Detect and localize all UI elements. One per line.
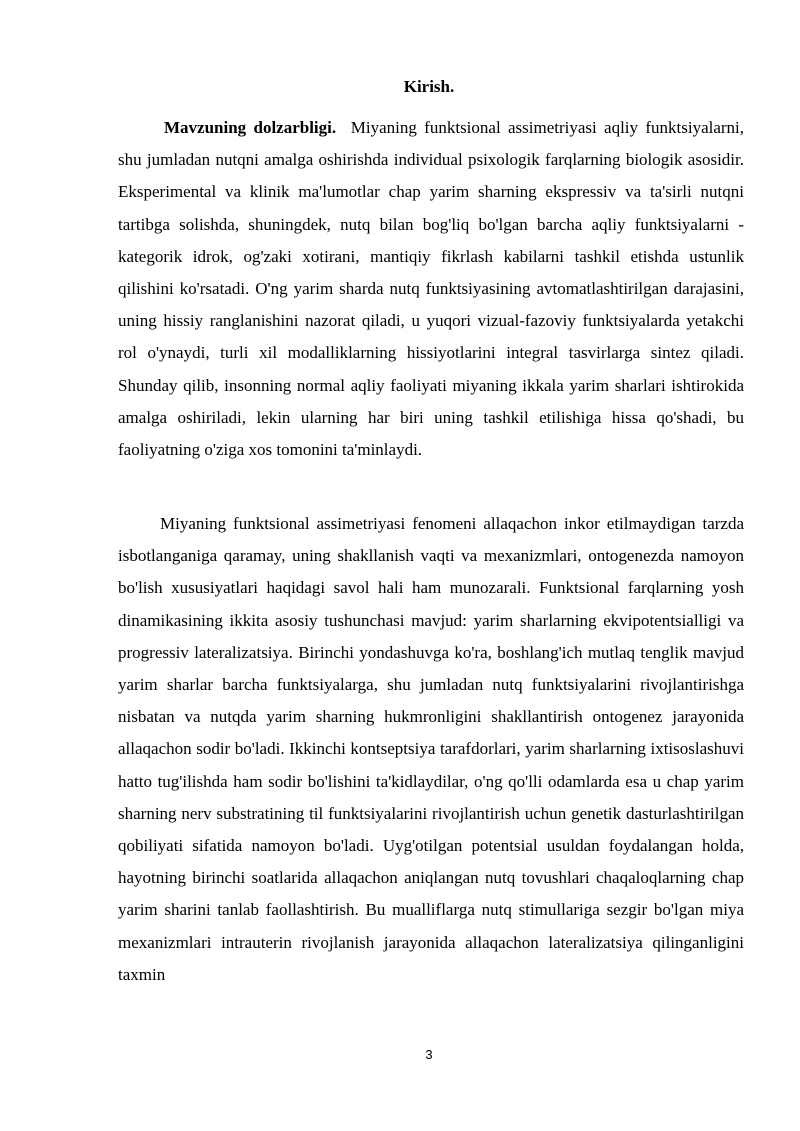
paragraph-1-body xyxy=(118,112,744,466)
paragraph-1 xyxy=(118,112,744,466)
paragraph-2-text: Miyaning funktsional assimetriyasi fenomeni allaqachon inkor etilmaydigan tarzda isbotlanganiga qaramay, uning shakllanish vaqti va mexanizmlari, ontogenezda namoyon bo'lish xususiyatlari haqidagi savol hali ham munozarali. Funktsional farqlarning yosh dinamikasining ikkita asosiy tushunchasi mavjud: yarim sharlarning ekvipotentsialligi va progressiv lateralizatsiya. Birinchi yondashuvga ko'ra, boshlang'ich mutlaq tenglik mavjud yarim sharlar barcha funktsiyalarga, shu jumladan nutq funktsiyalarini rivojlantirishga nisbatan va nutqda yarim sharning hukmronligini shakllantirish ontogenez jarayonida allaqachon sodir bo'ladi. Ikkinchi kontseptsiya tarafdorlari, yarim sharlarning ixtisoslashuvi hatto tug'ilishda ham sodir bo'lishini ta'kidlaydilar, o'ng qo'lli odamlarda esa u chap yarim sharning nerv substratining til funktsiyalarini rivojlantirish uchun genetik dasturlashtirilgan qobiliyati sifatida namoyon bo'ladi. Uyg'otilgan potentsial usuldan foydalangan holda, hayotning birinchi soatlarida allaqachon aniqlangan nutq tovushlari chaqaloqlarning chap yarim sharini tanlab faollashtirish. Bu mualliflarga nutq stimullariga sezgir bo'lgan miya mexanizmlari intrauterin rivojlanish jarayonida allaqachon lateralizatsiya qilinganligini taxmin xyxy=(118,514,744,984)
paragraph-1-text: Miyaning funktsional assimetriyasi aqliy funktsiyalarni, shu jumladan nutqni amalga oshirishda individual psixologik farqlarning biologik asosidir. Eksperimental va klinik ma'lumotlar chap yarim sharning ekspressiv va ta'sirli nutqni tartibga solishda, shuningdek, nutq bilan bog'liq bo'lgan barcha aqliy funktsiyalarni - kategorik idrok, og'zaki xotirani, mantiqiy fikrlash kabilarni tashkil etishda ustunlik qilishini ko'rsatadi. O'ng yarim sharda nutq funktsiyasining avtomatlashtirilgan darajasini, uning hissiy ranglanishini nazorat qiladi, u yuqori vizual-fazoviy funktsiyalarda yetakchi rol o'ynaydi, turli xil modalliklarning hissiyotlarini integral tasvirlarga sintez qiladi. Shunday qilib, insonning normal aqliy faoliyati miyaning ikkala yarim sharlari ishtirokida amalga oshiriladi, lekin ularning har biri uning tashkil etilishiga hissa qo'shadi, bu faoliyatning o'ziga xos tomonini ta'minlaydi. xyxy=(118,118,745,460)
page-number: 3 xyxy=(425,1047,433,1062)
page-title: Kirish. xyxy=(403,77,455,96)
paragraph-lead: Mavzuning dolzarbligi. xyxy=(164,118,337,137)
paragraph-2 xyxy=(118,508,744,991)
